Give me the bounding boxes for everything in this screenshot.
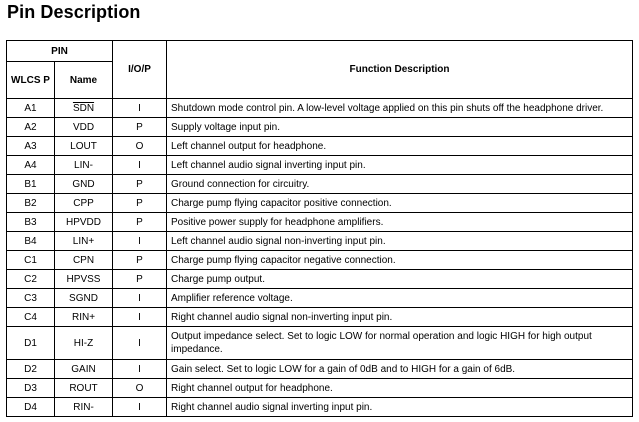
pin-name-cell: RIN+ <box>55 308 113 327</box>
table-row <box>7 270 633 289</box>
wlcsp-cell: B2 <box>7 194 55 213</box>
io-cell: I <box>113 327 167 360</box>
io-cell: I <box>113 156 167 175</box>
function-cell: Right channel audio signal inverting input pin. <box>167 398 633 417</box>
wlcsp-cell: A1 <box>7 99 55 118</box>
pin-description-table <box>6 40 633 417</box>
wlcsp-cell: D4 <box>7 398 55 417</box>
wlcsp-cell: C4 <box>7 308 55 327</box>
io-cell: I <box>113 289 167 308</box>
function-cell: Positive power supply for headphone amplifiers. <box>167 213 633 232</box>
io-cell: P <box>113 118 167 137</box>
pin-name-cell: HI-Z <box>55 327 113 360</box>
pin-name-cell: LIN+ <box>55 232 113 251</box>
function-cell: Gain select. Set to logic LOW for a gain of 0dB and to HIGH for a gain of 6dB. <box>167 360 633 379</box>
pin-group-header: PIN <box>7 41 113 62</box>
wlcsp-cell: A2 <box>7 118 55 137</box>
pin-name-cell: GAIN <box>55 360 113 379</box>
wlcsp-cell: A3 <box>7 137 55 156</box>
io-cell: I <box>113 308 167 327</box>
io-cell: P <box>113 270 167 289</box>
pin-name-cell: LIN- <box>55 156 113 175</box>
wlcsp-header: WLCS P <box>7 62 55 99</box>
wlcsp-cell: D2 <box>7 360 55 379</box>
io-cell: I <box>113 99 167 118</box>
io-cell: I <box>113 360 167 379</box>
function-cell: Supply voltage input pin. <box>167 118 633 137</box>
table-row <box>7 398 633 417</box>
wlcsp-cell: A4 <box>7 156 55 175</box>
function-cell: Output impedance select. Set to logic LOW for normal operation and logic HIGH for high output impedance. <box>167 327 633 360</box>
table-row <box>7 308 633 327</box>
pin-name-cell: CPP <box>55 194 113 213</box>
pin-name-cell: ROUT <box>55 379 113 398</box>
io-cell: O <box>113 137 167 156</box>
name-header: Name <box>55 62 113 99</box>
table-row <box>7 360 633 379</box>
wlcsp-cell: B4 <box>7 232 55 251</box>
table-row <box>7 289 633 308</box>
pin-name-cell <box>55 99 113 118</box>
function-cell: Right channel output for headphone. <box>167 379 633 398</box>
function-cell: Ground connection for circuitry. <box>167 175 633 194</box>
function-cell: Shutdown mode control pin. A low-level voltage applied on this pin shuts off the headphone driver. <box>167 99 633 118</box>
table-row <box>7 194 633 213</box>
table-row <box>7 251 633 270</box>
pin-name-cell: HPVSS <box>55 270 113 289</box>
io-cell: O <box>113 379 167 398</box>
table-row <box>7 99 633 118</box>
function-cell: Charge pump flying capacitor positive connection. <box>167 194 633 213</box>
function-cell: Left channel audio signal inverting input pin. <box>167 156 633 175</box>
io-cell: P <box>113 194 167 213</box>
table-row <box>7 213 633 232</box>
wlcsp-cell: C2 <box>7 270 55 289</box>
pin-name-cell: HPVDD <box>55 213 113 232</box>
io-header: I/O/P <box>113 41 167 99</box>
pin-name-cell: VDD <box>55 118 113 137</box>
pin-rows <box>7 99 633 417</box>
pin-name-cell: GND <box>55 175 113 194</box>
function-cell: Charge pump flying capacitor negative connection. <box>167 251 633 270</box>
function-cell: Right channel audio signal non-inverting input pin. <box>167 308 633 327</box>
page-title: Pin Description <box>7 2 141 22</box>
active-low-name: $\overline{SDN}$ <box>72 102 95 114</box>
io-cell: I <box>113 398 167 417</box>
table-row <box>7 137 633 156</box>
wlcsp-cell: B1 <box>7 175 55 194</box>
table-header-row <box>7 41 633 62</box>
function-cell: Left channel output for headphone. <box>167 137 633 156</box>
table-row <box>7 327 633 360</box>
wlcsp-cell: C3 <box>7 289 55 308</box>
table-row <box>7 232 633 251</box>
pin-name-cell: RIN- <box>55 398 113 417</box>
table-row <box>7 175 633 194</box>
function-cell: Charge pump output. <box>167 270 633 289</box>
pin-name-cell: SGND <box>55 289 113 308</box>
wlcsp-cell: C1 <box>7 251 55 270</box>
table-row <box>7 118 633 137</box>
wlcsp-cell: D3 <box>7 379 55 398</box>
table-row <box>7 156 633 175</box>
io-cell: P <box>113 213 167 232</box>
io-cell: I <box>113 232 167 251</box>
io-cell: P <box>113 251 167 270</box>
pin-name-cell: CPN <box>55 251 113 270</box>
wlcsp-cell: B3 <box>7 213 55 232</box>
function-cell: Left channel audio signal non-inverting input pin. <box>167 232 633 251</box>
pin-name-cell: LOUT <box>55 137 113 156</box>
function-header: Function Description <box>167 41 633 99</box>
function-cell: Amplifier reference voltage. <box>167 289 633 308</box>
table-row <box>7 379 633 398</box>
io-cell: P <box>113 175 167 194</box>
wlcsp-cell: D1 <box>7 327 55 360</box>
